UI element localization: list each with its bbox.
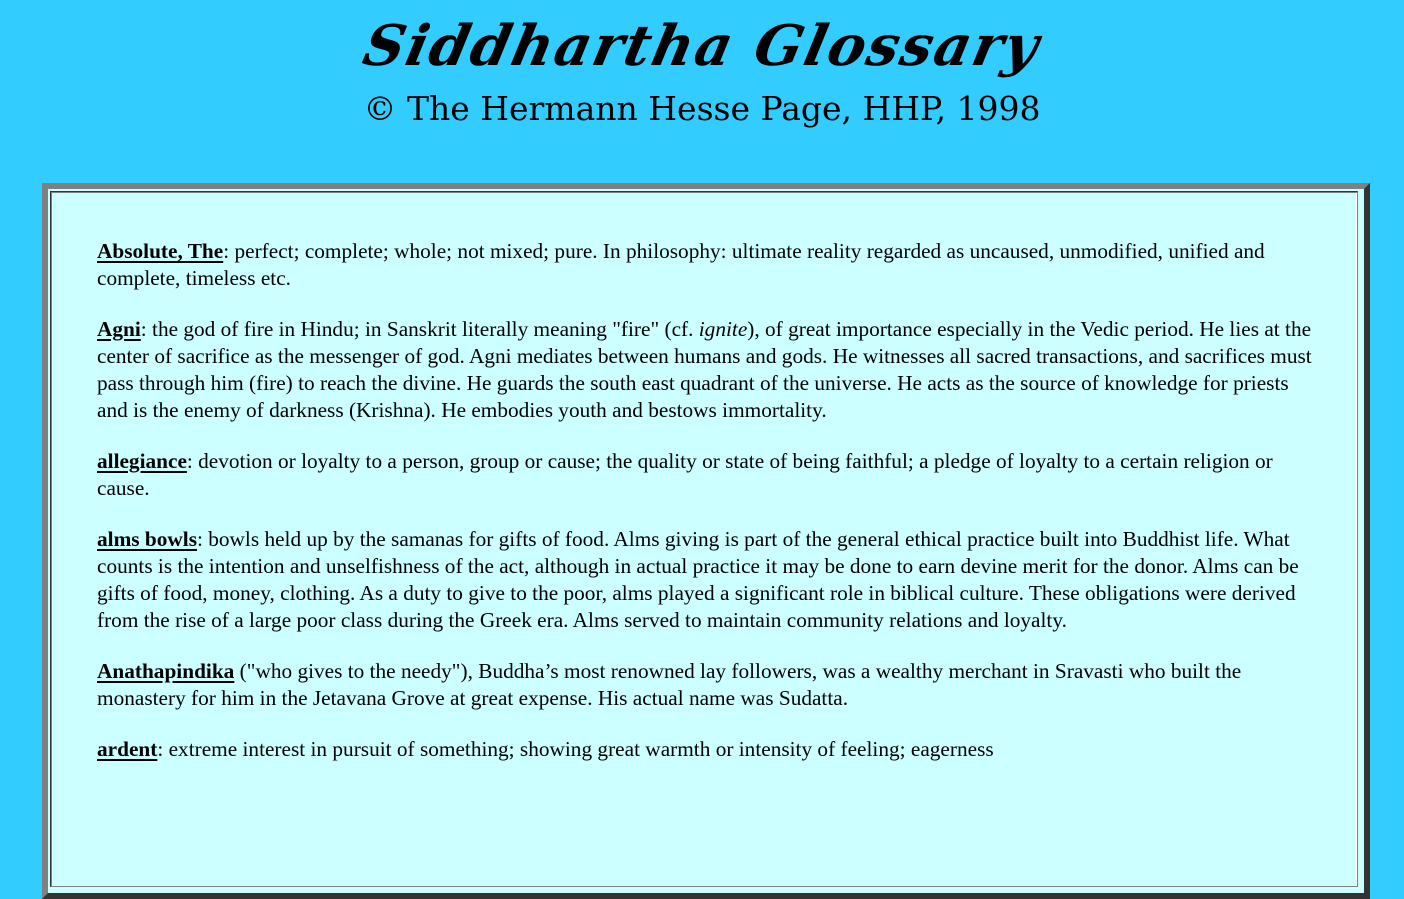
glossary-entry-agni [97, 316, 1313, 424]
entry-definition: ), of great importance especially in the Vedic period. He lies at the center of sacrifice as the messenger of god. Agni mediates between humans and gods. He witnesses all sacred transactions, and sacrifices must pass through him (fire) to reach the divine. He guards the south east quadrant of the universe. He acts as the source of knowledge for priests and is the enemy of darkness (Krishna). He embodies youth and bestows immortality. [97, 317, 1312, 422]
entry-definition: bowls held up by the samanas for gifts of food. Alms giving is part of the general ethical practice built into Buddhist life. What counts is the intention and unselfishness of the act, although in actual practice it may be done to earn devine merit for the donor. Alms can be gifts of food, money, clothing. As a duty to give to the poor, alms played a significant role in biblical culture. These obligations were derived from the rise of a large poor class during the Greek era. Alms served to maintain community relations and loyalty. [97, 527, 1299, 632]
entry-definition-italic: ignite [698, 317, 748, 341]
term-link-absolute[interactable]: Absolute, The [97, 239, 224, 263]
glossary-entry-ardent [97, 736, 1313, 763]
term-link-alms-bowls[interactable]: alms bowls [97, 527, 197, 551]
entry-definition: extreme interest in pursuit of something; showing great warmth or intensity of feeling; eagerness [168, 737, 994, 761]
glossary-entry-alms-bowls [97, 526, 1313, 634]
term-link-ardent[interactable]: ardent [97, 737, 158, 761]
glossary-entry-absolute [97, 238, 1313, 292]
page-title: Siddhartha Glossary [357, 13, 1047, 79]
term-link-agni[interactable]: Agni [97, 317, 141, 341]
entry-separator: : [223, 239, 235, 263]
entry-definition: the god of fire in Hindu; in Sanskrit literally meaning "fire" (cf. [152, 317, 699, 341]
entry-definition: perfect; complete; whole; not mixed; pure. In philosophy: ultimate reality regarded as uncaused, unmodified, unified and complete, timeless etc. [97, 239, 1265, 290]
entry-definition: devotion or loyalty to a person, group or cause; the quality or state of being faithful; a pledge of loyalty to a certain religion or cause. [97, 449, 1273, 500]
glossary-entry-anathapindika [97, 658, 1313, 712]
term-link-anathapindika[interactable]: Anathapindika [97, 659, 235, 683]
glossary-cell [50, 191, 1358, 887]
glossary-list [97, 238, 1313, 787]
term-link-allegiance[interactable]: allegiance [97, 449, 187, 473]
entry-separator: : [197, 527, 209, 551]
entry-separator: : [186, 449, 199, 473]
entry-definition: ("who gives to the needy"), Buddha’s most renowned lay followers, was a wealthy merchant in Sravasti who built the monastery for him in the Jetavana Grove at great expense. His actual name was Sudatta. [97, 659, 1242, 710]
copyright-subtitle: © The Hermann Hesse Page, HHP, 1998 [363, 89, 1041, 128]
glossary-entry-allegiance [97, 448, 1313, 502]
entry-separator: : [140, 317, 153, 341]
entry-separator: : [157, 737, 169, 761]
glossary-panel [42, 183, 1370, 899]
